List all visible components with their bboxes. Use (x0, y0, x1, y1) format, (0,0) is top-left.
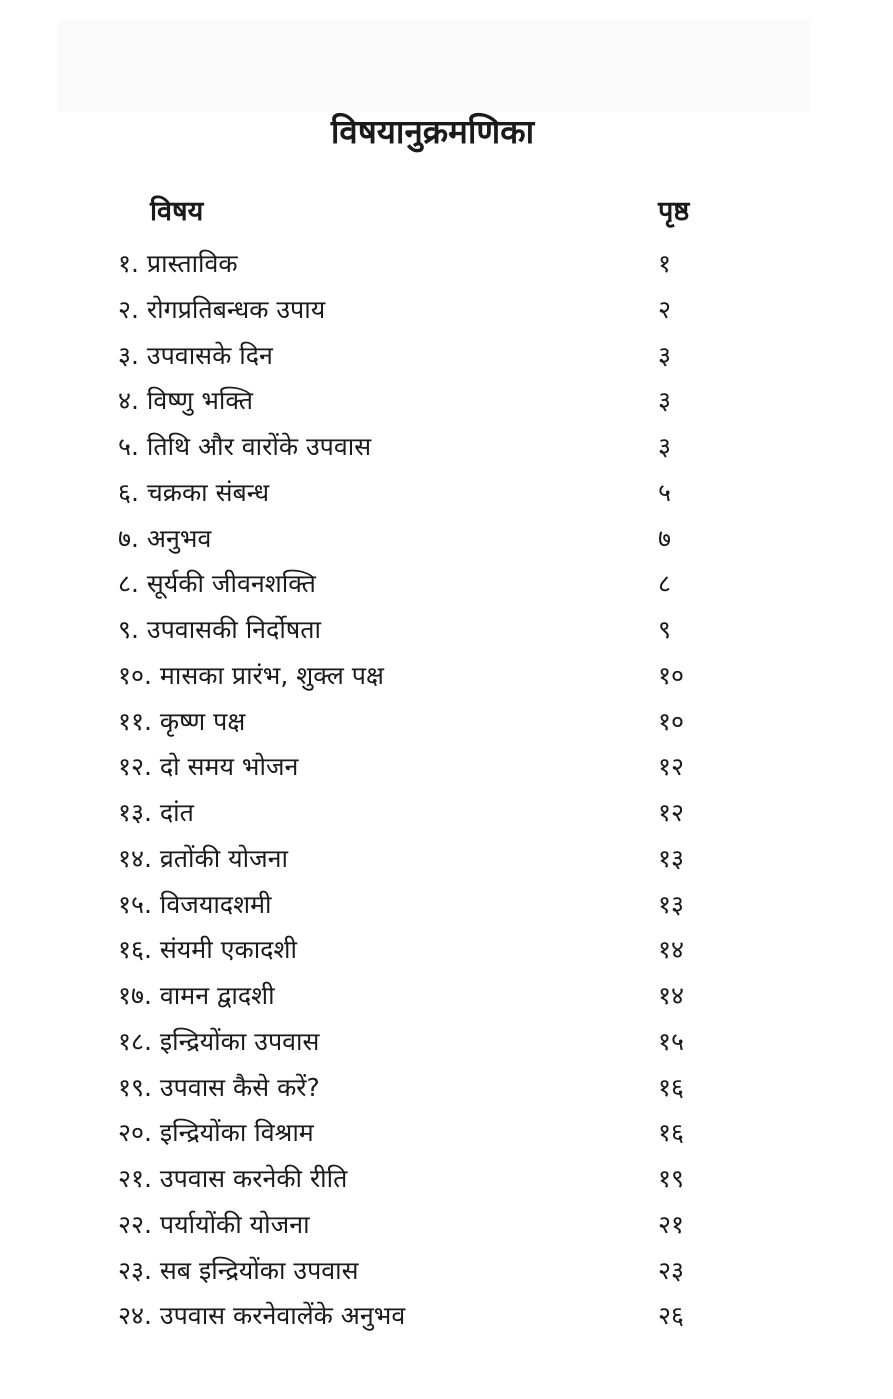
toc-entry-topic: २४. उपवास करनेवालेंके अनुभव (118, 1301, 406, 1331)
toc-entry-topic: २. रोगप्रतिबन्धक उपाय (118, 294, 326, 324)
toc-entry (118, 1294, 718, 1340)
toc-entry-page: २६ (658, 1301, 685, 1331)
toc-entry-topic: १८. इन्द्रियोंका उपवास (118, 1026, 320, 1056)
toc-entry (118, 608, 718, 654)
toc-entry (118, 471, 718, 517)
toc-entry (118, 379, 718, 425)
toc-entry-topic: ४. विष्णु भक्ति (118, 386, 254, 416)
toc-entry-page: १९ (658, 1164, 685, 1193)
toc-entry (118, 654, 718, 700)
toc-entry-topic: १७. वामन द्वादशी (118, 981, 275, 1010)
toc-entry-topic: ८. सूर्यकी जीवनशक्ति (118, 569, 316, 599)
toc-entry (118, 700, 718, 746)
toc-entry-topic: १३. दांत (118, 798, 194, 827)
toc-entry (118, 334, 718, 380)
toc-entry (118, 1203, 718, 1249)
toc-entry-page: ३ (658, 432, 672, 461)
toc-entry-topic: ९. उपवासकी निर्दोषता (118, 615, 321, 644)
toc-entry-page: १ (658, 249, 672, 278)
toc-entry (118, 837, 718, 883)
toc-entry-page: १५ (658, 1026, 685, 1056)
toc-entry-topic: २३. सब इन्द्रियोंका उपवास (118, 1255, 359, 1285)
page-top-shade (58, 20, 810, 112)
toc-entry (118, 425, 718, 471)
toc-entry (118, 288, 718, 334)
table-of-contents (118, 242, 718, 1340)
toc-entry-page: २ (658, 294, 672, 324)
toc-entry (118, 562, 718, 608)
toc-entry (118, 974, 718, 1020)
toc-entry-page: ९ (658, 615, 672, 644)
toc-entry (118, 883, 718, 929)
toc-entry-page: १३ (658, 889, 685, 919)
toc-entry (118, 1066, 718, 1112)
toc-entry-page: १६ (658, 1072, 685, 1102)
toc-entry (118, 1249, 718, 1295)
toc-entry-topic: १६. संयमी एकादशी (118, 935, 297, 965)
toc-entry-page: १४ (658, 935, 685, 965)
toc-entry-page: ५ (658, 477, 672, 507)
toc-entry (118, 517, 718, 563)
toc-entry-page: १२ (658, 752, 685, 782)
toc-entry-page: १० (658, 706, 685, 736)
toc-entry-topic: ११. कृष्ण पक्ष (118, 706, 246, 736)
toc-entry (118, 791, 718, 837)
toc-entry-topic: १२. दो समय भोजन (118, 752, 299, 782)
toc-entry (118, 928, 718, 974)
toc-entry-page: ८ (658, 569, 672, 599)
toc-entry-page: २३ (658, 1255, 685, 1285)
toc-entry-topic: २२. पर्यायोंकी योजना (118, 1209, 310, 1239)
toc-entry-page: १३ (658, 843, 685, 873)
toc-entry-topic: ६. चक्रका संबन्ध (118, 477, 270, 507)
column-header-topic: विषय (150, 196, 204, 227)
toc-entry-page: २१ (658, 1209, 685, 1239)
toc-entry-page: १० (658, 660, 685, 690)
toc-entry-topic: २०. इन्द्रियोंका विश्राम (118, 1118, 314, 1148)
page-title: विषयानुक्रमणिका (330, 112, 535, 151)
toc-entry-topic: २१. उपवास करनेकी रीति (118, 1164, 348, 1193)
toc-entry (118, 1157, 718, 1203)
toc-entry-page: १६ (658, 1118, 685, 1148)
toc-entry-topic: ३. उपवासके दिन (118, 340, 273, 370)
toc-entry-topic: १०. मासका प्रारंभ, शुक्ल पक्ष (118, 660, 384, 690)
toc-entry (118, 1020, 718, 1066)
toc-entry-topic: १५. विजयादशमी (118, 889, 272, 919)
toc-entry (118, 242, 718, 288)
toc-entry-topic: १४. व्रतोंकी योजना (118, 843, 289, 873)
toc-entry-page: ३ (658, 340, 672, 370)
toc-entry-topic: १. प्रास्ताविक (118, 249, 238, 278)
toc-entry-page: १२ (658, 798, 685, 827)
toc-entry-topic: ७. अनुभव (118, 523, 212, 553)
toc-entry-page: १४ (658, 981, 685, 1010)
toc-entry (118, 745, 718, 791)
toc-entry-page: ३ (658, 386, 672, 416)
toc-entry (118, 1111, 718, 1157)
column-header-page: पृष्ठ (658, 196, 690, 227)
toc-entry-topic: १९. उपवास कैसे करें? (118, 1072, 320, 1102)
toc-entry-topic: ५. तिथि और वारोंके उपवास (118, 432, 372, 461)
toc-entry-page: ७ (658, 523, 672, 553)
